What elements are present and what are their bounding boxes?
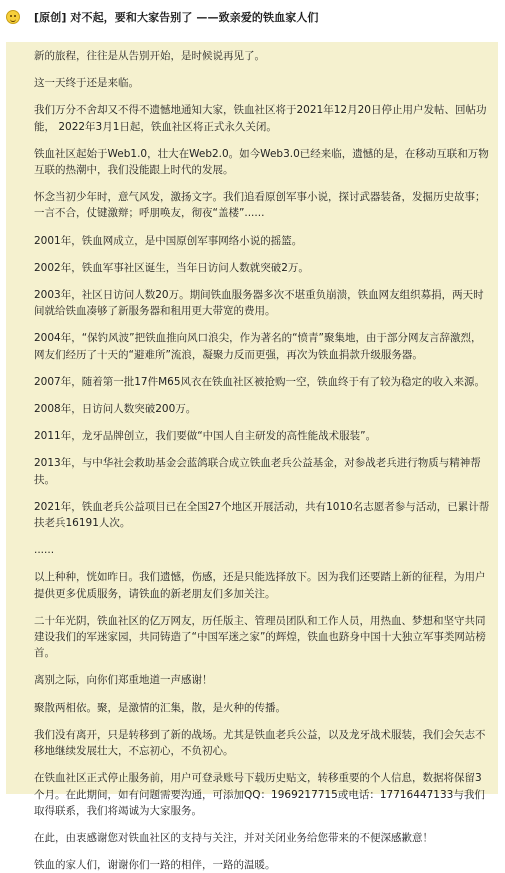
paragraph: 2008年，日访问人数突破200万。 bbox=[34, 403, 197, 416]
paragraph: 这一天终于还是来临。 bbox=[34, 77, 139, 90]
paragraph: 2007年，随着第一批17件M65风衣在铁血社区被抢购一空，铁血终于有了较为稳定的收入来源。 bbox=[34, 375, 486, 388]
post-body bbox=[6, 42, 498, 872]
paragraph: 2021年，铁血老兵公益项目已在全国27个地区开展活动，共有1010名志愿者参与活动，已累计帮扶老兵16191人次。 bbox=[34, 500, 490, 530]
paragraph: 铁血的家人们，谢谢你们一路的相伴，一路的温暖。 bbox=[34, 859, 276, 872]
paragraph: 铁血社区起始于Web1.0，壮大在Web2.0。如今Web3.0已经来临，遗憾的是，在移动互联和万物互联的热潮中，我们没能跟上时代的发展。 bbox=[34, 147, 489, 177]
paragraph: 在此，由衷感谢您对铁血社区的支持与关注，并对关闭业务给您带来的不便深感歉意！ bbox=[34, 831, 433, 844]
paragraph: 2003年，社区日访问人数20万。期间铁血服务器多次不堪重负崩溃，铁血网友组织募捐，两天时间就给铁血凑够了新服务器和租用更大带宽的费用。 bbox=[34, 289, 484, 318]
paragraph: 怀念当初少年时，意气风发，激扬文字。我们追看原创军事小说，探讨武器装备，发掘历史故事；一言不合，仗键激辩；呼朋唤友，彻夜“盖楼”...... bbox=[34, 191, 486, 220]
paragraph: 新的旅程，往往是从告别开始，是时候说再见了。 bbox=[34, 50, 265, 62]
paragraph: 2013年，与中华社会救助基金会蓝鸽联合成立铁血老兵公益基金，对参战老兵进行物质与精神帮扶。 bbox=[34, 457, 481, 486]
paragraph: 离别之际，向你们郑重地道一声感谢！ bbox=[34, 674, 213, 687]
paragraph: 以上种种，恍如昨日。我们遗憾，伤感，还是只能选择放下。因为我们还要踏上新的征程，为用户提供更多优质服务，请铁血的新老朋友们多加关注。 bbox=[34, 571, 486, 600]
paragraph: 2002年，铁血军事社区诞生，当年日访问人数就突破2万。 bbox=[34, 261, 309, 274]
post-title[interactable]: [原创] 对不起，要和大家告别了 ——致亲爱的铁血家人们 bbox=[34, 11, 319, 24]
smiley-face-icon bbox=[6, 10, 20, 24]
paragraph: 2001年，铁血网成立，是中国原创军事网络小说的摇篮。 bbox=[34, 234, 303, 247]
paragraph: 聚散两相依。聚，是激情的汇集，散，是火种的传播。 bbox=[34, 701, 286, 714]
paragraph: 我们万分不舍却又不得不遗憾地通知大家，铁血社区将于2021年12月20日停止用户发帖、回帖功能， 2022年3月1日起，铁血社区将正式永久关闭。 bbox=[34, 104, 487, 133]
paragraph: 在铁血社区正式停止服务前，用户可登录账号下载历史贴文，转移重要的个人信息，数据将保留3个月。在此期间，如有问题需要沟通，可添加QQ：1969217715或电话：17716447133与我们取得联系，我们将竭诚为大家服务。 bbox=[34, 772, 485, 817]
paragraph: 2004年，“保钓风波”把铁血推向风口浪尖，作为著名的“愤青”聚集地，由于部分网友言辞激烈，网友们经历了十天的“避难所”流浪，凝聚力反而更强，再次为铁血捐款升级服务器。 bbox=[34, 332, 482, 361]
paragraph: 二十年光阴，铁血社区的亿万网友，历任版主、管理员团队和工作人员，用热血、梦想和坚守共同建设我们的军迷家园，共同铸造了“中国军迷之家”的辉煌，铁血也跻身中国十大独立军事类网站榜首。 bbox=[34, 614, 486, 660]
paragraph: ...... bbox=[34, 544, 55, 557]
post-header bbox=[0, 0, 505, 34]
paragraph: 我们没有离开，只是转移到了新的战场。尤其是铁血老兵公益，以及龙牙战术服装，我们会矢志不移地继续发展壮大，不忘初心，不负初心。 bbox=[34, 728, 486, 758]
paragraph: 2011年，龙牙品牌创立，我们要做“中国人自主研发的高性能战术服装”。 bbox=[34, 430, 377, 443]
